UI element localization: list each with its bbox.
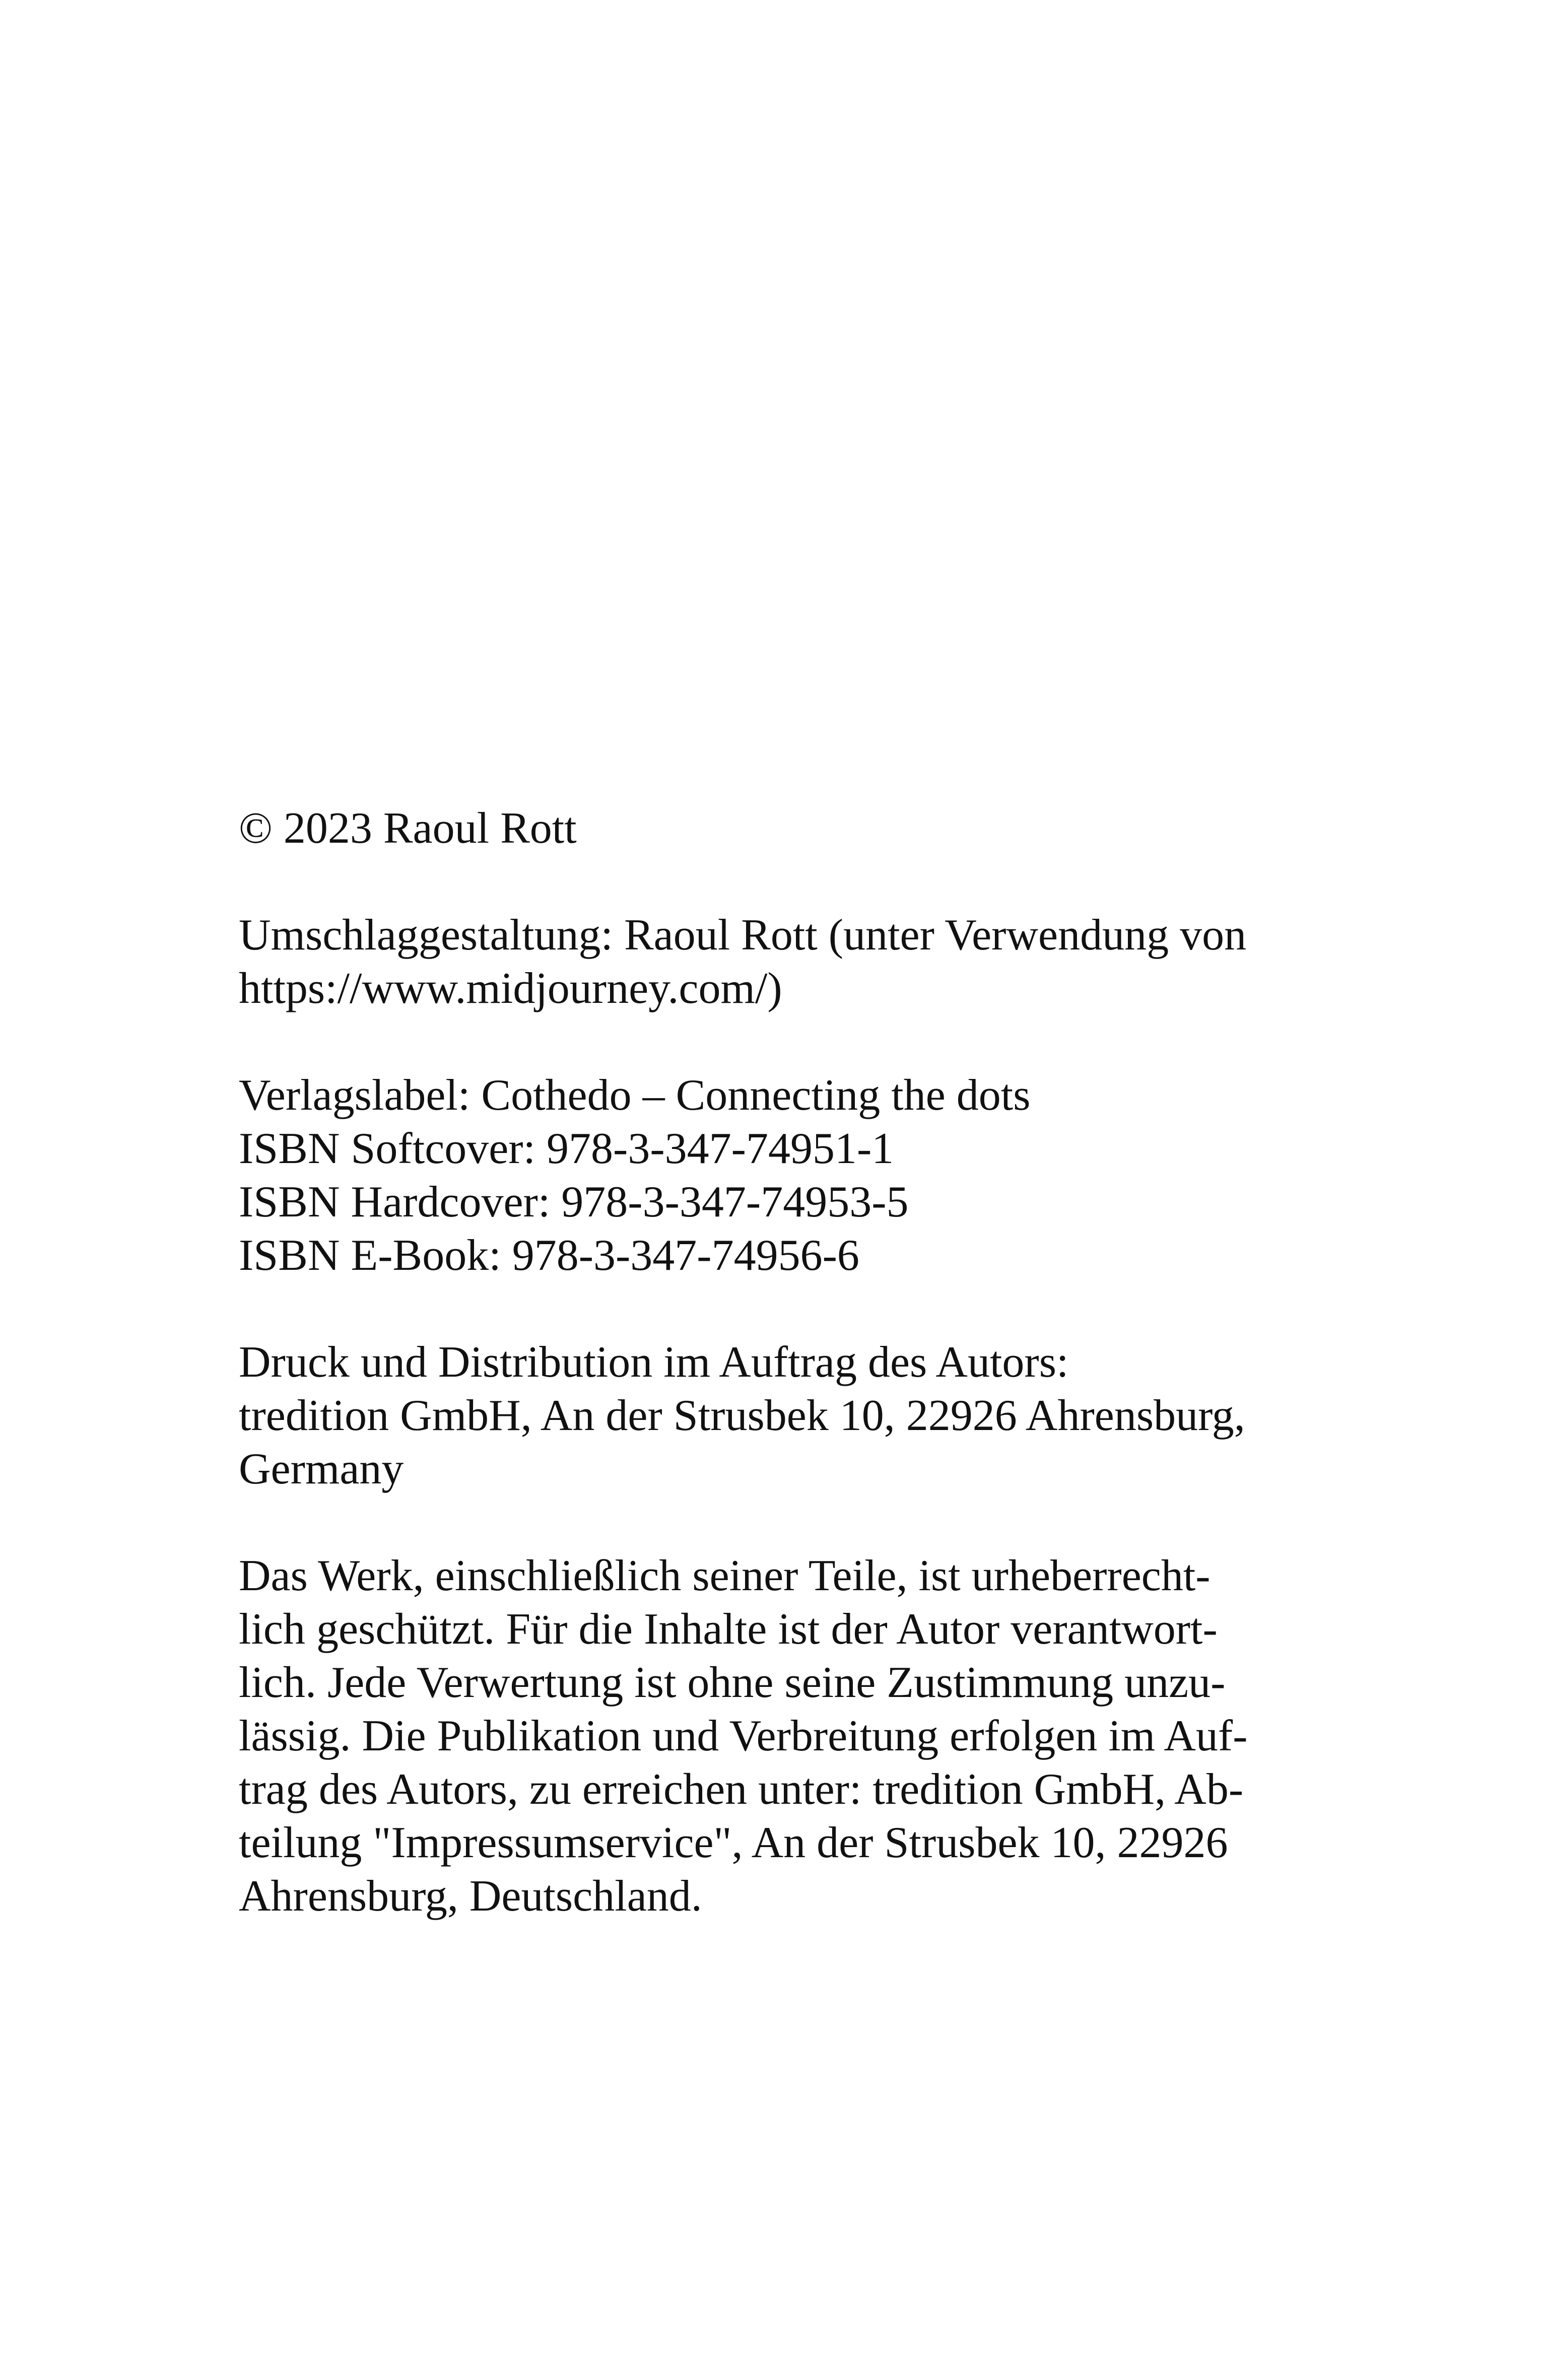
publisher-block — [239, 1069, 1337, 1282]
isbn-ebook-line: ISBN E-Book: 978-3-347-74956-6 — [239, 1231, 859, 1280]
printer-address-line: tredition GmbH, An der Strusbek 10, 22926 Ahrensburg, — [239, 1391, 1245, 1440]
copyright-line: © 2023 Raoul Rott — [239, 804, 577, 853]
print-distribution-block — [239, 1336, 1337, 1496]
legal-notice-line: lich. Jede Verwertung ist ohne seine Zustimmung unzu- — [239, 1658, 1226, 1707]
cover-design-block — [239, 909, 1337, 1015]
cover-design-line: Umschlaggestaltung: Raoul Rott (unter Verwendung von — [239, 911, 1247, 960]
legal-notice-line: teilung "Impressumservice", An der Strusbek 10, 22926 — [239, 1818, 1228, 1867]
cover-design-url-line: https://www.midjourney.com/) — [239, 964, 782, 1013]
isbn-hardcover-line: ISBN Hardcover: 978-3-347-74953-5 — [239, 1178, 909, 1227]
copyright-block — [239, 802, 1337, 855]
legal-notice-line: lich geschützt. Für die Inhalte ist der Autor verantwort- — [239, 1605, 1218, 1654]
isbn-softcover-line: ISBN Softcover: 978-3-347-74951-1 — [239, 1124, 894, 1173]
print-distribution-line: Druck und Distribution im Auftrag des Autors: — [239, 1338, 1069, 1387]
legal-notice-line: Ahrensburg, Deutschland. — [239, 1872, 702, 1921]
printer-country-line: Germany — [239, 1445, 404, 1493]
legal-notice-line: lässig. Die Publikation und Verbreitung erfolgen im Auf- — [239, 1712, 1248, 1760]
legal-notice-line: Das Werk, einschließlich seiner Teile, ist urheberrecht- — [239, 1551, 1210, 1600]
imprint-text — [239, 802, 1337, 1977]
publisher-label-line: Verlagslabel: Cothedo – Connecting the dots — [239, 1071, 1031, 1120]
legal-notice-line: trag des Autors, zu erreichen unter: tredition GmbH, Ab- — [239, 1765, 1244, 1814]
legal-notice-block — [239, 1549, 1337, 1923]
